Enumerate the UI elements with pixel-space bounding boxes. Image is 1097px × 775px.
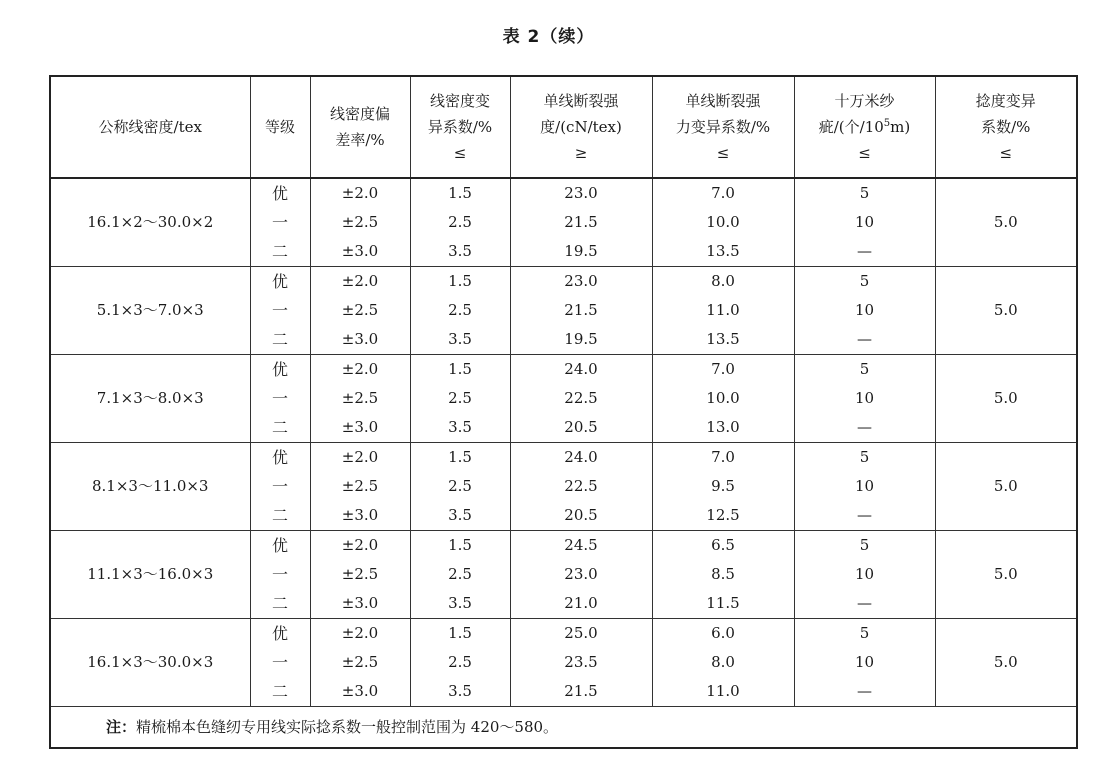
nominal-density-cell: 16.1×3～30.0×3 bbox=[50, 619, 250, 707]
header-row bbox=[50, 76, 1077, 178]
grade-cell: 二 bbox=[250, 501, 310, 531]
grade-cell: 二 bbox=[250, 677, 310, 707]
deviation-cell: ±3.0 bbox=[310, 589, 410, 619]
density-cv-cell: 1.5 bbox=[410, 443, 510, 473]
grade-cell: 二 bbox=[250, 237, 310, 267]
strength-cv-cell: 10.0 bbox=[652, 384, 794, 413]
defects-cell: — bbox=[794, 237, 935, 267]
density-cv-cell: 1.5 bbox=[410, 355, 510, 385]
density-cv-cell: 2.5 bbox=[410, 296, 510, 325]
defects-cell: — bbox=[794, 589, 935, 619]
deviation-cell: ±2.0 bbox=[310, 531, 410, 561]
strength-cv-cell: 7.0 bbox=[652, 443, 794, 473]
density-cv-cell: 2.5 bbox=[410, 208, 510, 237]
grade-cell: 二 bbox=[250, 589, 310, 619]
header-dev: 线密度偏 差率/% bbox=[310, 76, 410, 178]
strength-cell: 24.5 bbox=[510, 531, 652, 561]
deviation-cell: ±2.5 bbox=[310, 296, 410, 325]
deviation-cell: ±2.5 bbox=[310, 384, 410, 413]
strength-cell: 20.5 bbox=[510, 413, 652, 443]
header-defects: 十万米纱 疵/(个$/10^5m$) ≤ bbox=[794, 76, 935, 178]
density-cv-cell: 1.5 bbox=[410, 619, 510, 649]
density-cv-cell: 1.5 bbox=[410, 178, 510, 208]
deviation-cell: ±2.5 bbox=[310, 208, 410, 237]
strength-cell: 25.0 bbox=[510, 619, 652, 649]
density-cv-cell: 2.5 bbox=[410, 472, 510, 501]
defects-cell: 10 bbox=[794, 384, 935, 413]
density-cv-cell: 3.5 bbox=[410, 413, 510, 443]
grade-cell: 一 bbox=[250, 296, 310, 325]
defects-cell: 5 bbox=[794, 267, 935, 297]
defects-cell: 10 bbox=[794, 296, 935, 325]
twist-cv-cell: 5.0 bbox=[935, 355, 1077, 443]
defects-cell: 10 bbox=[794, 560, 935, 589]
density-cv-cell: 3.5 bbox=[410, 677, 510, 707]
strength-cell: 21.5 bbox=[510, 208, 652, 237]
defects-cell: 5 bbox=[794, 178, 935, 208]
table-row bbox=[50, 178, 1077, 208]
deviation-cell: ±2.0 bbox=[310, 178, 410, 208]
table-row bbox=[50, 443, 1077, 473]
defects-cell: — bbox=[794, 677, 935, 707]
twist-cv-cell: 5.0 bbox=[935, 267, 1077, 355]
grade-cell: 一 bbox=[250, 208, 310, 237]
strength-cell: 23.0 bbox=[510, 178, 652, 208]
defects-cell: 5 bbox=[794, 443, 935, 473]
header-grade: 等级 bbox=[250, 76, 310, 178]
deviation-cell: ±2.0 bbox=[310, 443, 410, 473]
grade-cell: 一 bbox=[250, 648, 310, 677]
strength-cv-cell: 6.0 bbox=[652, 619, 794, 649]
density-cv-cell: 2.5 bbox=[410, 560, 510, 589]
nominal-density-cell: 5.1×3～7.0×3 bbox=[50, 267, 250, 355]
strength-cell: 21.5 bbox=[510, 677, 652, 707]
deviation-cell: ±2.5 bbox=[310, 560, 410, 589]
defects-cell: 10 bbox=[794, 648, 935, 677]
density-cv-cell: 2.5 bbox=[410, 648, 510, 677]
nominal-density-cell: 16.1×2～30.0×2 bbox=[50, 178, 250, 267]
defects-cell: 10 bbox=[794, 472, 935, 501]
strength-cv-cell: 10.0 bbox=[652, 208, 794, 237]
strength-cell: 21.0 bbox=[510, 589, 652, 619]
strength-cv-cell: 13.5 bbox=[652, 325, 794, 355]
strength-cv-cell: 7.0 bbox=[652, 178, 794, 208]
strength-cv-cell: 8.0 bbox=[652, 648, 794, 677]
deviation-cell: ±2.0 bbox=[310, 355, 410, 385]
twist-cv-cell: 5.0 bbox=[935, 619, 1077, 707]
grade-cell: 优 bbox=[250, 443, 310, 473]
twist-cv-cell: 5.0 bbox=[935, 531, 1077, 619]
strength-cell: 20.5 bbox=[510, 501, 652, 531]
strength-cv-cell: 13.0 bbox=[652, 413, 794, 443]
density-cv-cell: 3.5 bbox=[410, 589, 510, 619]
strength-cv-cell: 9.5 bbox=[652, 472, 794, 501]
strength-cell: 22.5 bbox=[510, 384, 652, 413]
defects-cell: — bbox=[794, 413, 935, 443]
deviation-cell: ±2.0 bbox=[310, 267, 410, 297]
density-cv-cell: 1.5 bbox=[410, 267, 510, 297]
table-row bbox=[50, 267, 1077, 297]
density-cv-cell: 3.5 bbox=[410, 501, 510, 531]
deviation-cell: ±2.0 bbox=[310, 619, 410, 649]
header-strength: 单线断裂强 度/(cN/tex) ≥ bbox=[510, 76, 652, 178]
grade-cell: 一 bbox=[250, 472, 310, 501]
strength-cell: 19.5 bbox=[510, 237, 652, 267]
deviation-cell: ±2.5 bbox=[310, 648, 410, 677]
strength-cell: 23.0 bbox=[510, 267, 652, 297]
header-nominal: 公称线密度/tex bbox=[50, 76, 250, 178]
deviation-cell: ±3.0 bbox=[310, 677, 410, 707]
strength-cell: 23.0 bbox=[510, 560, 652, 589]
table-row bbox=[50, 355, 1077, 385]
defects-cell: 5 bbox=[794, 531, 935, 561]
strength-cell: 22.5 bbox=[510, 472, 652, 501]
strength-cv-cell: 11.5 bbox=[652, 589, 794, 619]
strength-cv-cell: 8.0 bbox=[652, 267, 794, 297]
grade-cell: 优 bbox=[250, 267, 310, 297]
density-cv-cell: 2.5 bbox=[410, 384, 510, 413]
header-cv: 线密度变 异系数/% ≤ bbox=[410, 76, 510, 178]
deviation-cell: ±3.0 bbox=[310, 237, 410, 267]
grade-cell: 优 bbox=[250, 355, 310, 385]
grade-cell: 优 bbox=[250, 178, 310, 208]
defects-cell: 5 bbox=[794, 355, 935, 385]
table-caption: 表 2（续） bbox=[502, 27, 595, 47]
grade-cell: 二 bbox=[250, 325, 310, 355]
strength-cv-cell: 6.5 bbox=[652, 531, 794, 561]
deviation-cell: ±3.0 bbox=[310, 325, 410, 355]
nominal-density-cell: 7.1×3～8.0×3 bbox=[50, 355, 250, 443]
header-twist: 捻度变异 系数/% ≤ bbox=[935, 76, 1077, 178]
strength-cell: 19.5 bbox=[510, 325, 652, 355]
deviation-cell: ±3.0 bbox=[310, 501, 410, 531]
strength-cell: 21.5 bbox=[510, 296, 652, 325]
twist-cv-cell: 5.0 bbox=[935, 443, 1077, 531]
spec-table bbox=[49, 75, 1078, 749]
deviation-cell: ±3.0 bbox=[310, 413, 410, 443]
strength-cv-cell: 13.5 bbox=[652, 237, 794, 267]
strength-cell: 24.0 bbox=[510, 355, 652, 385]
strength-cv-cell: 11.0 bbox=[652, 677, 794, 707]
table-row bbox=[50, 619, 1077, 649]
strength-cv-cell: 11.0 bbox=[652, 296, 794, 325]
note-row bbox=[50, 707, 1077, 749]
density-cv-cell: 3.5 bbox=[410, 325, 510, 355]
grade-cell: 一 bbox=[250, 384, 310, 413]
twist-cv-cell: 5.0 bbox=[935, 178, 1077, 267]
table-body bbox=[50, 178, 1077, 707]
table-row bbox=[50, 531, 1077, 561]
deviation-cell: ±2.5 bbox=[310, 472, 410, 501]
grade-cell: 优 bbox=[250, 531, 310, 561]
density-cv-cell: 3.5 bbox=[410, 237, 510, 267]
table-note: 注：精梳棉本色缝纫专用线实际捻系数一般控制范围为 420～580。 bbox=[50, 707, 1077, 749]
defects-cell: 5 bbox=[794, 619, 935, 649]
grade-cell: 优 bbox=[250, 619, 310, 649]
defects-cell: — bbox=[794, 501, 935, 531]
defects-cell: — bbox=[794, 325, 935, 355]
strength-cv-cell: 8.5 bbox=[652, 560, 794, 589]
strength-cv-cell: 7.0 bbox=[652, 355, 794, 385]
strength-cell: 23.5 bbox=[510, 648, 652, 677]
strength-cv-cell: 12.5 bbox=[652, 501, 794, 531]
nominal-density-cell: 11.1×3～16.0×3 bbox=[50, 531, 250, 619]
defects-cell: 10 bbox=[794, 208, 935, 237]
density-cv-cell: 1.5 bbox=[410, 531, 510, 561]
grade-cell: 一 bbox=[250, 560, 310, 589]
header-strength-cv: 单线断裂强 力变异系数/% ≤ bbox=[652, 76, 794, 178]
strength-cell: 24.0 bbox=[510, 443, 652, 473]
grade-cell: 二 bbox=[250, 413, 310, 443]
nominal-density-cell: 8.1×3～11.0×3 bbox=[50, 443, 250, 531]
